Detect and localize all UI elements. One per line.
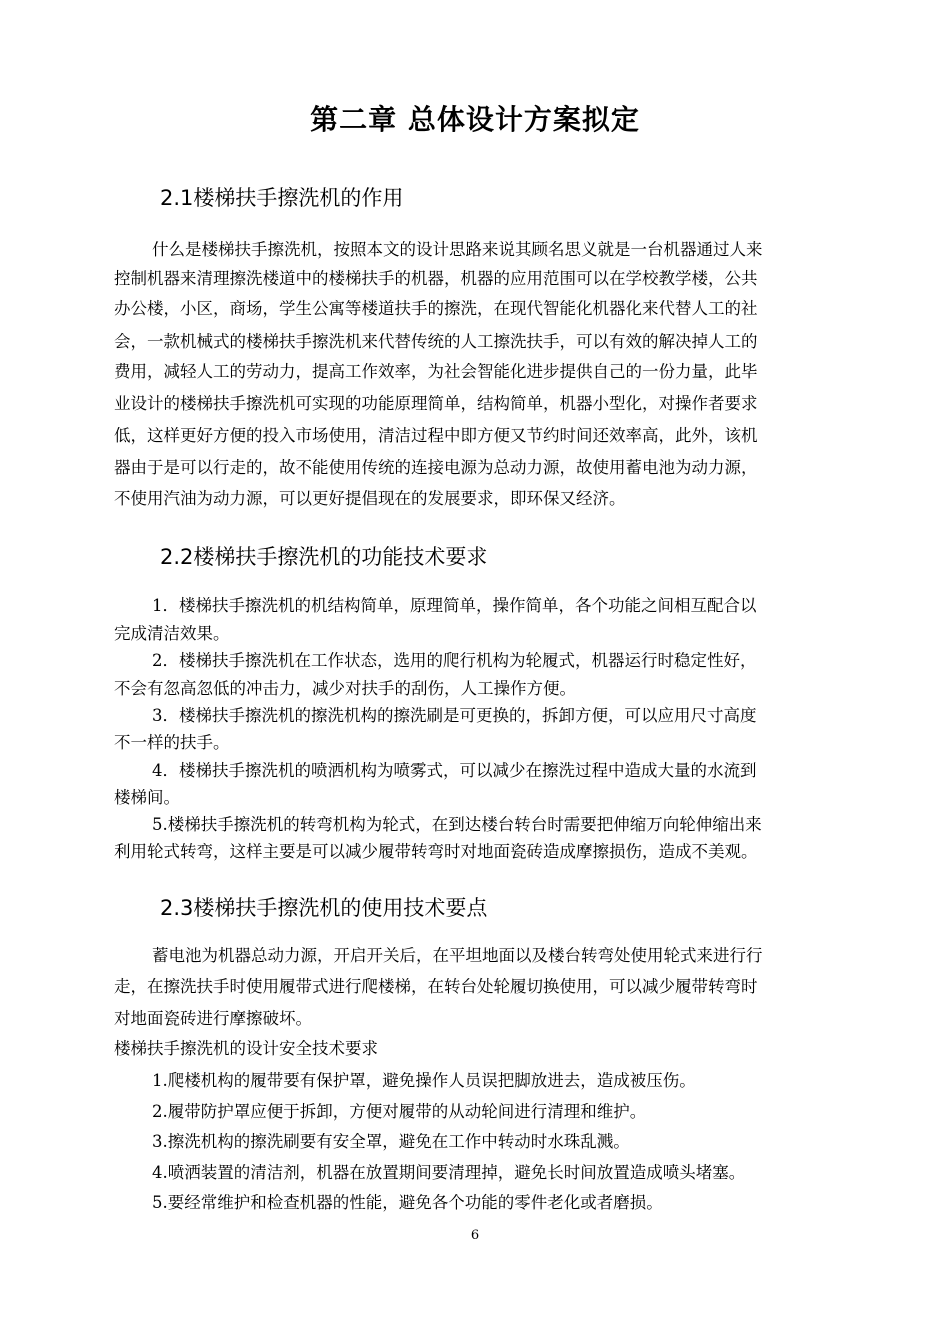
- page-number: 6: [470, 1228, 480, 1243]
- list-item: 5.楼梯扶手擦洗机的转弯机构为轮式，在到达楼台转台时需要把伸缩万向轮伸缩出来: [152, 815, 762, 834]
- list-item-continuation: 不会有忽高忽低的冲击力，减少对扶手的刮伤，人工操作方便。: [114, 679, 576, 698]
- text-line: 低，这样更好方便的投入市场使用，清洁过程中即方便又节约时间还效率高，此外，该机: [114, 426, 758, 445]
- section-title-2-3: 2.3楼梯扶手擦洗机的使用技术要点: [160, 896, 488, 920]
- list-item: 3．楼梯扶手擦洗机的擦洗机构的擦洗刷是可更换的，拆卸方便，可以应用尺寸高度: [152, 706, 757, 725]
- section-title-2-1: 2.1楼梯扶手擦洗机的作用: [160, 186, 404, 210]
- list-item: 4.喷洒装置的清洁剂，机器在放置期间要清理掉，避免长时间放置造成喷头堵塞。: [152, 1163, 746, 1182]
- text-line: 对地面瓷砖进行摩擦破坏。: [114, 1009, 312, 1028]
- list-item: 1．楼梯扶手擦洗机的机结构简单，原理简单，操作简单，各个功能之间相互配合以: [152, 596, 757, 615]
- list-item: 2.履带防护罩应便于拆卸，方便对履带的从动轮间进行清理和维护。: [152, 1102, 647, 1121]
- text-line: 会，一款机械式的楼梯扶手擦洗机来代替传统的人工擦洗扶手，可以有效的解决掉人工的: [114, 332, 758, 351]
- text-line: 蓄电池为机器总动力源，开启开关后，在平坦地面以及楼台转弯处使用轮式来进行行: [152, 946, 763, 965]
- list-item-continuation: 利用轮式转弯，这样主要是可以减少履带转弯时对地面瓷砖造成摩擦损伤，造成不美观。: [114, 842, 758, 861]
- list-item-continuation: 楼梯间。: [114, 788, 180, 807]
- text-line: 走，在擦洗扶手时使用履带式进行爬楼梯，在转台处轮履切换使用，可以减少履带转弯时: [114, 977, 758, 996]
- text-line: 控制机器来清理擦洗楼道中的楼梯扶手的机器，机器的应用范围可以在学校教学楼，公共: [114, 269, 758, 288]
- text-line: 业设计的楼梯扶手擦洗机可实现的功能原理简单，结构简单，机器小型化，对操作者要求: [114, 394, 758, 413]
- list-item: 3.擦洗机构的擦洗刷要有安全罩，避免在工作中转动时水珠乱溅。: [152, 1132, 630, 1151]
- chapter-title: 第二章 总体设计方案拟定: [310, 103, 640, 136]
- list-item: 1.爬楼机构的履带要有保护罩，避免操作人员误把脚放进去，造成被压伤。: [152, 1071, 696, 1090]
- text-line: 不使用汽油为动力源，可以更好提倡现在的发展要求，即环保又经济。: [114, 489, 626, 508]
- text-line: 器由于是可以行走的，故不能使用传统的连接电源为总动力源，故使用蓄电池为动力源，: [114, 458, 758, 477]
- text-line: 费用，减轻人工的劳动力，提高工作效率，为社会智能化进步提供自己的一份力量，此毕: [114, 362, 758, 381]
- list-item: 4．楼梯扶手擦洗机的喷洒机构为喷雾式，可以减少在擦洗过程中造成大量的水流到: [152, 761, 757, 780]
- list-item: 5.要经常维护和检查机器的性能，避免各个功能的零件老化或者磨损。: [152, 1193, 663, 1212]
- list-item-continuation: 不一样的扶手。: [114, 733, 230, 752]
- text-line: 什么是楼梯扶手擦洗机，按照本文的设计思路来说其顾名思义就是一台机器通过人来: [152, 240, 763, 259]
- list-item: 2．楼梯扶手擦洗机在工作状态，选用的爬行机构为轮履式，机器运行时稳定性好，: [152, 651, 757, 670]
- subheading: 楼梯扶手擦洗机的设计安全技术要求: [114, 1039, 378, 1058]
- section-title-2-2: 2.2楼梯扶手擦洗机的功能技术要求: [160, 545, 488, 569]
- list-item-continuation: 完成清洁效果。: [114, 624, 230, 643]
- text-line: 办公楼，小区，商场，学生公寓等楼道扶手的擦洗，在现代智能化机器化来代替人工的社: [114, 299, 758, 318]
